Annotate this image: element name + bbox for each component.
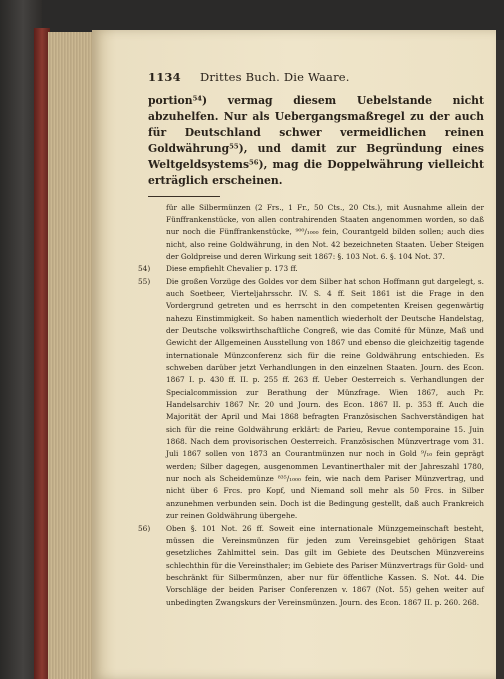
footnote-56 [138, 523, 484, 609]
page-number: 1134 [148, 70, 181, 84]
footnote-text: Oben §. 101 Not. 26 ff. Soweit eine internationale Münzgemeinschaft besteht, müssen die Vereinsmünzen für jeden zum Vereinsgebiet gehörigen Staat gesetzliches Zahlmittel sein. Das gilt im Gebiete des Deutschen Münzvereins schlechthin für die Vereinsthaler; im Gebiete des Pariser Münzvertrags für Gold- und beschränkt für Silbermünzen, aber nur für öffentliche Kassen. S. Not. 44. Die Vorschläge der beiden Pariser Conferenzen v. 1867 (Not. 55) gehen weiter auf unbedingten Zwangskurs der Vereinsmünzen. Journ. des Econ. 1867 II. p. 260. 268. [166, 523, 484, 607]
footnote-text: Die großen Vorzüge des Goldes vor dem Silber hat schon Hoffmann gut dargelegt, s. auch Soetbeer, Vierteljahrsschr. IV. S. 4 ff. Seit 1861 ist die Frage in den Vordergrund getreten und es herrscht in den competenten Kreisen gegenwärtig nahezu Einstimmigkeit. So haben namentlich wiederholt der Deutsche Handelstag, der Deutsche volkswirthschaftliche Congreß, wie das Comité für Münze, Maß und Gewicht der Allgemeinen Ausstellung von 1867 und ebenso die gleichzeitig tagende internationale Münzconferenz sich für die reine Goldwährung entschieden. Es schweben darüber jetzt Verhandlungen in den einzelnen Staaten. Journ. des Econ. 1867 I. p. 430 ff. II. p. 255 ff. 263 ff. Ueber Oesterreich s. Verhandlungen der Specialcommission zur Berathung der Münzfrage. Wien 1867, auch Pr. Handelsarchiv 1867 Nr. 20 und Journ. des Econ. 1867 II. p. 353 ff. Auch die Majorität der April und Mai 1868 befragten Französischen Sachverständigen hat sich für die reine Goldwährung erklärt: de Parieu, Revue contemporaine 15. Juin 1868. Nach dem provisorischen Oesterreich. Französischen Münzvertrage vom 31. Juli 1867 sollen von 1873 an Courantmünzen nur noch in Gold ⁹/₁₀ fein geprägt werden; Silber dagegen, ausgenommen Levantinerthaler mit der Jahreszahl 1780, nur noch als Scheidemünze ⁸³⁵/₁₀₀₀ fein, wie nach dem Pariser Münzvertrag, und nicht über 6 Frcs. pro Kopf, und Niemand soll mehr als 50 Frcs. in Silber anzunehmen verbunden sein. Doch ist die Bedingung gestellt, daß auch Frankreich zur reinen Goldwährung übergehe. [166, 276, 484, 521]
footnotes [138, 202, 484, 609]
page-edges [48, 32, 98, 679]
footnote-number: 54) [138, 264, 151, 274]
footnote-text: für alle Silbermünzen (2 Frs., 1 Fr., 50 Cts., 20 Cts.), mit Ausnahme allein der Fünffrankenstücke, von allen contrahirenden Staaten angenommen worden, so daß nur noch die Fünffrankenstücke, ⁹⁰⁰/₁₀₀₀ fein, Courantgeld bilden sollen; auch dies nicht, also reine Goldwährung, in den Not. 42 bezeichneten Staaten. Ueber Steigen der Goldpreise und deren Wirkung seit 1867: §. 103 Not. 6. §. 104 Not. 37. [166, 202, 484, 261]
footnote-divider [148, 196, 220, 197]
running-head: Drittes Buch. Die Waare. [200, 70, 350, 84]
main-paragraph: portion⁵⁴) vermag diesem Uebelstande nicht abzuhelfen. Nur als Uebergangsmaßregel zu der auch für Deutschland schwer vermeidlichen reinen Goldwährung⁵⁵), und damit zur Begründung eines Weltgeldsystems⁵⁶), mag die Doppelwährung vielleicht erträglich erscheinen. [148, 94, 484, 188]
footnote-continuation [148, 202, 484, 264]
footnote-number: 56) [138, 523, 151, 533]
footnote-54 [138, 263, 484, 275]
footnote-text: Diese empfiehlt Chevalier p. 173 ff. [166, 264, 298, 274]
footnote-55 [138, 276, 484, 523]
page-text [138, 70, 484, 609]
page-header [148, 70, 484, 84]
footnote-number: 55) [138, 276, 151, 286]
